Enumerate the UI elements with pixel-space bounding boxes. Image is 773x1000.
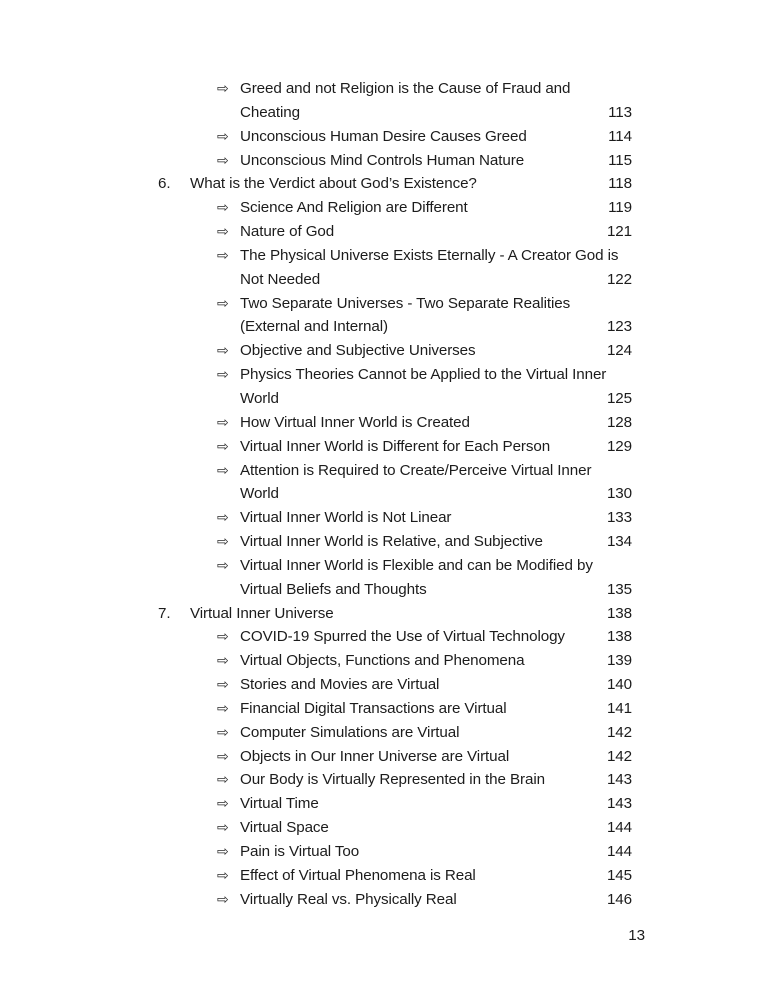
toc-page-number: 141	[606, 699, 632, 717]
arrow-bullet-icon: ⇨	[217, 461, 229, 478]
toc-entry-text: Our Body is Virtually Represented in the Brain	[240, 771, 545, 789]
toc-line	[158, 244, 632, 268]
arrow-bullet-icon: ⇨	[217, 699, 229, 716]
toc-entry-text: Stories and Movies are Virtual	[240, 676, 440, 694]
toc-page-number: 145	[606, 866, 632, 884]
arrow-bullet-icon: ⇨	[217, 723, 229, 740]
toc-page-number: 128	[606, 413, 632, 431]
toc-list	[158, 77, 632, 912]
toc-entry-text: Virtual Objects, Functions and Phenomena	[240, 652, 525, 670]
toc-line	[158, 554, 632, 578]
toc-line	[158, 816, 632, 840]
toc-page-number: 143	[606, 795, 632, 813]
toc-line	[158, 578, 632, 602]
toc-line	[158, 697, 632, 721]
toc-page-number: 146	[606, 890, 632, 908]
arrow-bullet-icon: ⇨	[217, 747, 229, 764]
toc-entry-text: How Virtual Inner World is Created	[240, 413, 470, 431]
toc-page-number: 113	[608, 103, 632, 121]
toc-page-number: 138	[606, 628, 632, 646]
toc-line	[158, 411, 632, 435]
arrow-bullet-icon: ⇨	[217, 556, 229, 573]
toc-page-number: 124	[606, 342, 632, 360]
toc-page-number: 135	[606, 580, 632, 598]
toc-page-number: 122	[606, 270, 632, 288]
arrow-bullet-icon: ⇨	[217, 437, 229, 454]
toc-line	[158, 768, 632, 792]
toc-line	[158, 268, 632, 292]
toc-page-number: 115	[608, 151, 632, 169]
toc-line	[158, 339, 632, 363]
toc-entry-text: Financial Digital Transactions are Virtual	[240, 699, 507, 717]
arrow-bullet-icon: ⇨	[217, 413, 229, 430]
arrow-bullet-icon: ⇨	[217, 199, 229, 216]
toc-page-number: 138	[606, 604, 632, 622]
toc-entry-text: Computer Simulations are Virtual	[240, 723, 460, 741]
toc-line	[158, 101, 632, 125]
toc-entry-text: World	[240, 389, 279, 407]
toc-section-number: 6.	[158, 175, 171, 193]
arrow-bullet-icon: ⇨	[217, 843, 229, 859]
toc-line	[158, 506, 632, 530]
toc-entry-text: (External and Internal)	[240, 318, 388, 336]
toc-entry-text: Virtual Inner World is Not Linear	[240, 509, 452, 527]
toc-entry-text: COVID-19 Spurred the Use of Virtual Technology	[240, 628, 565, 646]
arrow-bullet-icon: ⇨	[217, 771, 229, 788]
toc-page-number: 130	[606, 485, 632, 503]
toc-entry-text: Objective and Subjective Universes	[240, 342, 476, 360]
toc-line	[158, 459, 632, 483]
toc-line	[158, 602, 632, 626]
toc-entry-text: Virtual Inner World is Flexible and can be Modified by	[240, 556, 593, 574]
toc-line	[158, 745, 632, 769]
toc-entry-text: Science And Religion are Different	[240, 199, 468, 217]
toc-entry-text: Physics Theories Cannot be Applied to the Virtual Inner	[240, 366, 607, 384]
toc-line	[158, 292, 632, 316]
toc-entry-text: Unconscious Mind Controls Human Nature	[240, 151, 525, 169]
toc-page-number: 142	[606, 723, 632, 741]
toc-line	[158, 220, 632, 244]
toc-entry-text: Effect of Virtual Phenomena is Real	[240, 866, 476, 884]
toc-line	[158, 315, 632, 339]
toc-page-number: 125	[606, 389, 632, 407]
toc-page-number: 114	[608, 127, 632, 145]
arrow-bullet-icon: ⇨	[217, 676, 229, 693]
arrow-bullet-icon: ⇨	[217, 533, 229, 550]
toc-line	[158, 387, 632, 411]
toc-entry-text: World	[240, 485, 279, 503]
toc-line	[158, 172, 632, 196]
toc-page-number: 144	[606, 819, 632, 837]
toc-line	[158, 77, 632, 101]
toc-entry-text: Cheating	[240, 103, 300, 121]
toc-entry-text: Two Separate Universes - Two Separate Realities	[240, 294, 571, 312]
toc-line	[158, 721, 632, 745]
arrow-bullet-icon: ⇨	[217, 246, 229, 263]
toc-page-number: 139	[606, 652, 632, 670]
toc-page-number: 121	[606, 223, 632, 241]
toc-line	[158, 530, 632, 554]
toc-page-number: 143	[606, 771, 632, 789]
toc-entry-text: Not Needed	[240, 270, 321, 288]
arrow-bullet-icon: ⇨	[217, 294, 229, 311]
toc-page-number: 123	[606, 318, 632, 336]
toc-page-number: 134	[606, 533, 632, 551]
arrow-bullet-icon: ⇨	[217, 890, 229, 907]
footer-page-number: 13	[628, 927, 645, 944]
toc-entry-text: Virtual Inner World is Different for Each Person	[240, 437, 551, 455]
toc-page-number: 129	[606, 437, 632, 455]
toc-line	[158, 149, 632, 173]
toc-page-number: 119	[608, 199, 632, 217]
toc-section-number: 7.	[158, 604, 171, 622]
arrow-bullet-icon: ⇨	[217, 342, 229, 359]
toc-page-number: 140	[606, 676, 632, 694]
toc-line	[158, 649, 632, 673]
toc-entry-text: Virtual Inner Universe	[190, 604, 334, 622]
arrow-bullet-icon: ⇨	[217, 366, 229, 383]
toc-entry-text: Virtual Inner World is Relative, and Subjective	[240, 533, 543, 551]
toc-entry-text: Pain is Virtual Too	[240, 843, 360, 860]
toc-entry-text: What is the Verdict about God’s Existence?	[190, 175, 477, 193]
arrow-bullet-icon: ⇨	[217, 866, 229, 883]
toc-entry-text: Virtual Beliefs and Thoughts	[240, 580, 427, 598]
toc-entry-text: Nature of God	[240, 223, 335, 241]
toc-entry-text: Greed and not Religion is the Cause of Fraud and	[240, 80, 571, 97]
arrow-bullet-icon: ⇨	[217, 223, 229, 240]
page-footer	[628, 924, 645, 948]
toc-entry-text: Virtually Real vs. Physically Real	[240, 890, 457, 908]
toc-line	[158, 363, 632, 387]
toc-entry-text: The Physical Universe Exists Eternally - A Creator God is	[240, 246, 619, 264]
toc-entry-text: Attention is Required to Create/Perceive Virtual Inner	[240, 461, 592, 479]
arrow-bullet-icon: ⇨	[217, 652, 229, 669]
toc-line	[158, 482, 632, 506]
toc-line	[158, 625, 632, 649]
toc-page-number: 133	[606, 509, 632, 527]
arrow-bullet-icon: ⇨	[217, 795, 229, 812]
toc-line	[158, 888, 632, 912]
toc-line	[158, 864, 632, 888]
toc-line	[158, 792, 632, 816]
toc-line	[158, 125, 632, 149]
toc-entry-text: Virtual Space	[240, 819, 329, 837]
arrow-bullet-icon: ⇨	[217, 151, 229, 168]
arrow-bullet-icon: ⇨	[217, 509, 229, 526]
arrow-bullet-icon: ⇨	[217, 628, 229, 645]
toc-page-number: 118	[608, 175, 632, 193]
arrow-bullet-icon: ⇨	[217, 127, 229, 144]
toc-line	[158, 673, 632, 697]
toc-entry-text: Objects in Our Inner Universe are Virtual	[240, 747, 510, 765]
toc-entry-text: Virtual Time	[240, 795, 319, 813]
arrow-bullet-icon: ⇨	[217, 819, 229, 836]
toc-line	[158, 196, 632, 220]
arrow-bullet-icon: ⇨	[217, 80, 229, 96]
toc-line	[158, 435, 632, 459]
toc-page-number: 144	[606, 843, 632, 860]
toc-line	[158, 840, 632, 864]
toc-entry-text: Unconscious Human Desire Causes Greed	[240, 127, 527, 145]
toc-page-number: 142	[606, 747, 632, 765]
